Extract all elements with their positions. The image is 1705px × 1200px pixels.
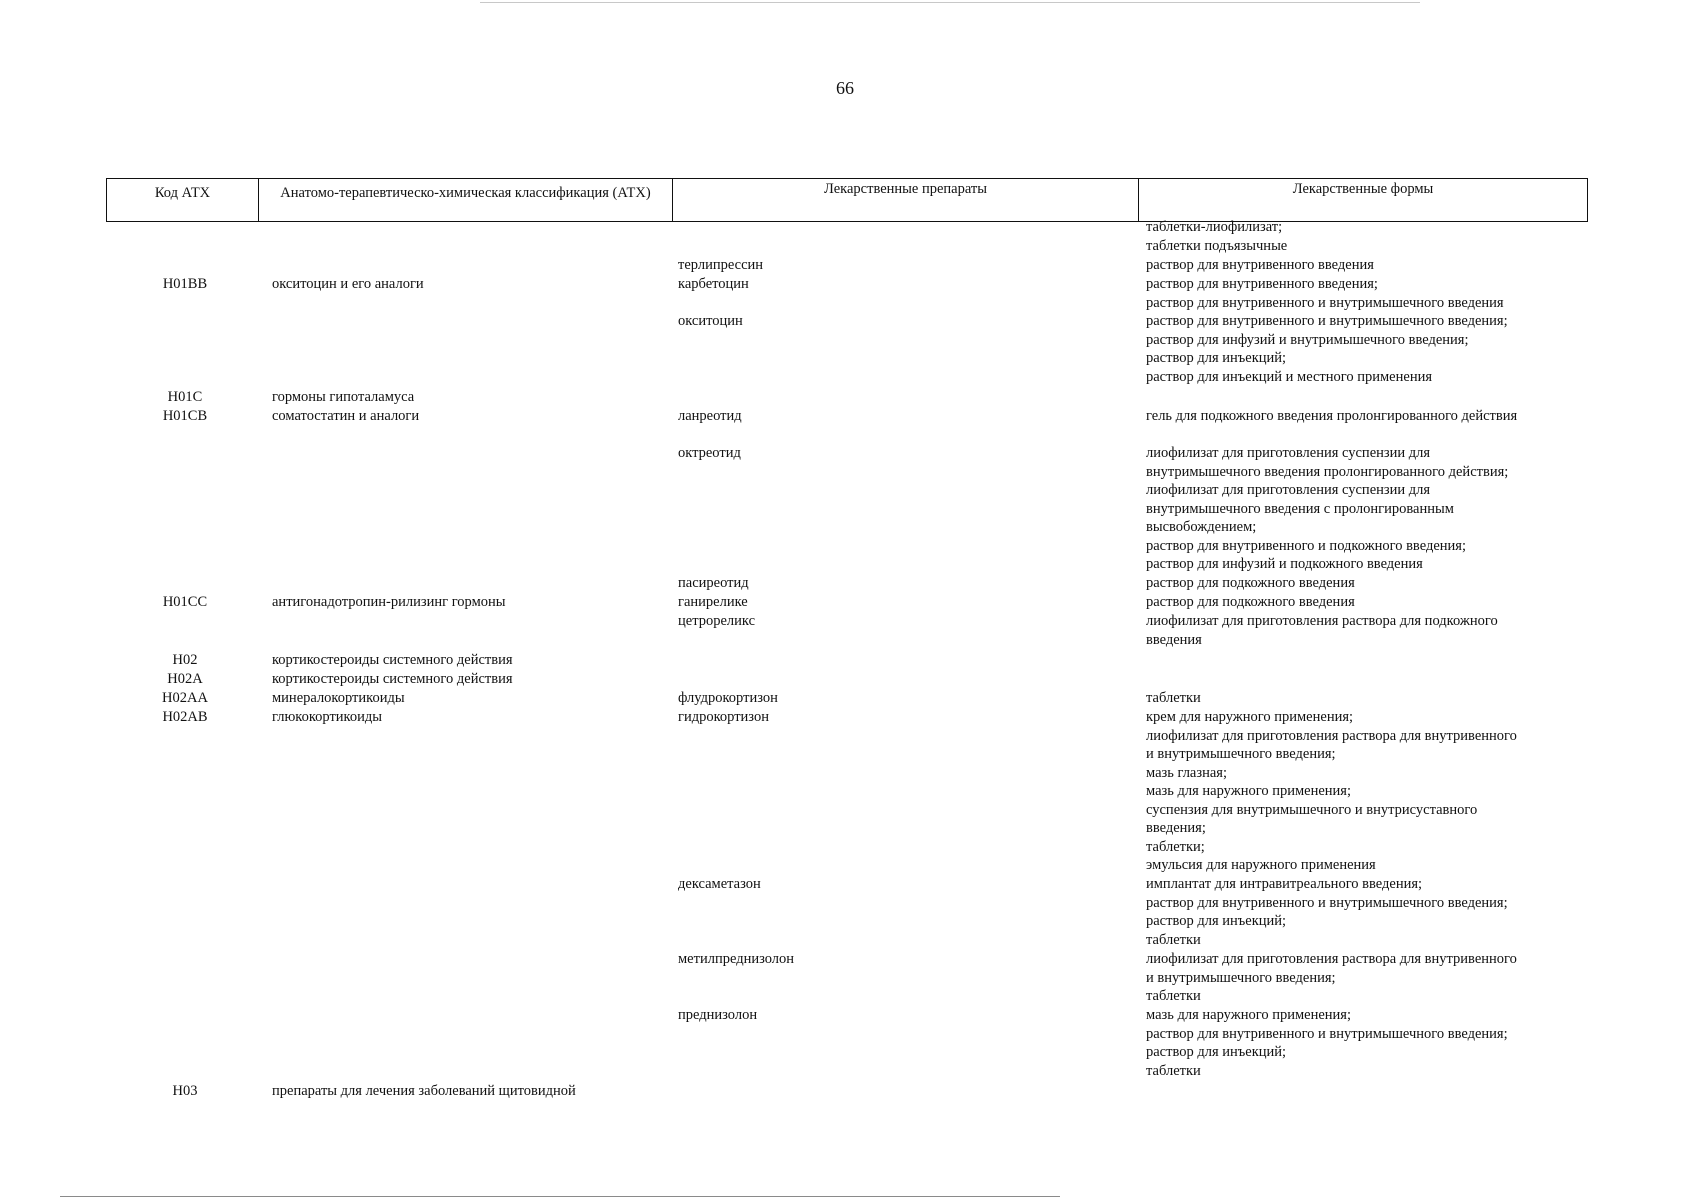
atc-classification: соматостатин и аналоги	[272, 408, 420, 424]
dosage-form-line: раствор для инфузий и внутримышечного введения;	[1146, 331, 1469, 348]
dosage-form-line: эмульсия для наружного применения	[1146, 857, 1376, 873]
dosage-form-line: мазь для наружного применения;	[1146, 1007, 1351, 1023]
dosage-form-line: мазь глазная;	[1146, 764, 1227, 781]
dosage-form-line: раствор для внутривенного и внутримышечного введения;	[1146, 894, 1508, 911]
dosage-form-line: раствор для инфузий и подкожного введения	[1146, 556, 1423, 572]
dosage-form-line: и внутримышечного введения;	[1146, 746, 1336, 762]
drug-name: терлипрессин	[678, 257, 764, 273]
dosage-forms	[1146, 312, 1576, 386]
drug-name: дексаметазон	[678, 876, 761, 892]
header-forms: Лекарственные формы	[1292, 181, 1434, 197]
atc-classification: гормоны гипоталамуса	[272, 389, 415, 405]
atc-code: H02	[172, 652, 198, 668]
dosage-form-line: высвобождением;	[1146, 519, 1257, 535]
dosage-form-line: раствор для инъекций;	[1146, 350, 1287, 366]
atc-code: H01CB	[162, 408, 208, 424]
dosage-form-line: внутримышечного введения с пролонгированным	[1146, 500, 1454, 517]
dosage-form-line: таблетки	[1146, 988, 1201, 1004]
dosage-forms	[1146, 275, 1576, 312]
dosage-form-line: таблетки	[1146, 1062, 1201, 1079]
drug-name: октреотид	[678, 445, 741, 461]
drug-name: ганирелике	[678, 594, 748, 610]
dosage-form-line: гель для подкожного введения пролонгированного действия	[1146, 408, 1518, 424]
dosage-form-line: раствор для внутривенного и внутримышечного введения;	[1146, 313, 1508, 329]
dosage-forms	[1146, 875, 1576, 949]
dosage-form-line: раствор для инъекций;	[1146, 1044, 1287, 1060]
header-code: Код АТХ	[107, 179, 259, 221]
dosage-form-line: внутримышечного введения пролонгированного действия;	[1146, 463, 1509, 480]
atc-code: H02AB	[162, 709, 208, 725]
dosage-forms	[1146, 256, 1576, 275]
atc-classification: препараты для лечения заболеваний щитовидной	[272, 1083, 576, 1099]
dosage-form-line: раствор для инъекций;	[1146, 913, 1287, 929]
dosage-form-line: таблетки	[1146, 931, 1201, 948]
page-number: 66	[836, 78, 854, 98]
atc-classification: кортикостероиды системного действия	[272, 671, 513, 687]
dosage-forms	[1146, 407, 1576, 426]
drug-name: ланреотид	[678, 408, 742, 424]
atc-code: H01CC	[162, 594, 208, 610]
dosage-form-line: раствор для внутривенного и внутримышечного введения	[1146, 294, 1504, 311]
drug-name: гидрокортизон	[678, 709, 769, 725]
dosage-form-line: и внутримышечного введения;	[1146, 969, 1336, 986]
drug-name: карбетоцин	[678, 276, 749, 292]
dosage-forms	[1146, 218, 1576, 255]
dosage-form-line: таблетки-лиофилизат;	[1146, 219, 1283, 235]
dosage-forms	[1146, 1006, 1576, 1080]
dosage-form-line: лиофилизат для приготовления раствора для подкожного	[1146, 613, 1498, 629]
dosage-form-line: введения	[1146, 631, 1202, 648]
atc-code: H02AA	[162, 690, 208, 706]
dosage-form-line: введения;	[1146, 820, 1206, 836]
dosage-form-line: таблетки;	[1146, 838, 1205, 855]
atc-classification: кортикостероиды системного действия	[272, 652, 513, 668]
dosage-form-line: лиофилизат для приготовления суспензии для	[1146, 482, 1431, 498]
dosage-form-line: лиофилизат для приготовления раствора для внутривенного	[1146, 951, 1517, 967]
dosage-form-line: имплантат для интравитреального введения;	[1146, 876, 1423, 892]
dosage-form-line: лиофилизат для приготовления суспензии для	[1146, 445, 1431, 461]
dosage-form-line: раствор для внутривенного введения;	[1146, 276, 1378, 292]
atc-classification: окситоцин и его аналоги	[272, 276, 424, 292]
dosage-form-line: раствор для подкожного введения	[1146, 575, 1355, 591]
header-drugs: Лекарственные препараты	[673, 179, 1139, 221]
dosage-form-line: крем для наружного применения;	[1146, 709, 1354, 725]
drug-name: преднизолон	[678, 1007, 758, 1023]
dosage-form-line: раствор для внутривенного введения	[1146, 257, 1374, 273]
atc-classification: минералокортикоиды	[272, 690, 405, 706]
header-atc: Анатомо-терапевтическо-химическая классификация (АТХ)	[259, 179, 673, 221]
dosage-forms	[1146, 950, 1576, 1006]
dosage-form-line: раствор для внутривенного и подкожного введения;	[1146, 537, 1466, 554]
dosage-forms	[1146, 708, 1576, 875]
dosage-form-line: суспензия для внутримышечного и внутрисуставного	[1146, 801, 1478, 818]
dosage-form-line: раствор для внутривенного и внутримышечного введения;	[1146, 1025, 1508, 1042]
atc-code: H01BB	[162, 276, 208, 292]
atc-code: H01C	[167, 389, 203, 405]
atc-classification: глюкокортикоиды	[272, 709, 382, 725]
dosage-form-line: таблетки	[1146, 690, 1201, 706]
dosage-form-line: раствор для подкожного введения	[1146, 594, 1355, 610]
dosage-forms	[1146, 444, 1576, 574]
dosage-forms	[1146, 612, 1576, 649]
dosage-forms	[1146, 574, 1576, 593]
dosage-forms	[1146, 689, 1576, 708]
dosage-form-line: мазь для наружного применения;	[1146, 783, 1351, 799]
drug-name: окситоцин	[678, 313, 743, 329]
drug-name: флудрокортизон	[678, 690, 778, 706]
drug-name: пасиреотид	[678, 575, 749, 591]
dosage-form-line: лиофилизат для приготовления раствора для внутривенного	[1146, 727, 1517, 744]
drug-name: метилпреднизолон	[678, 951, 795, 967]
dosage-form-line: таблетки подъязычные	[1146, 237, 1288, 254]
dosage-form-line: раствор для инъекций и местного применения	[1146, 368, 1433, 385]
atc-classification: антигонадотропин-рилизинг гормоны	[272, 594, 506, 610]
atc-code: H02A	[167, 671, 203, 687]
dosage-forms	[1146, 593, 1576, 612]
atc-code: H03	[172, 1083, 198, 1099]
drug-name: цетрореликс	[678, 613, 756, 629]
